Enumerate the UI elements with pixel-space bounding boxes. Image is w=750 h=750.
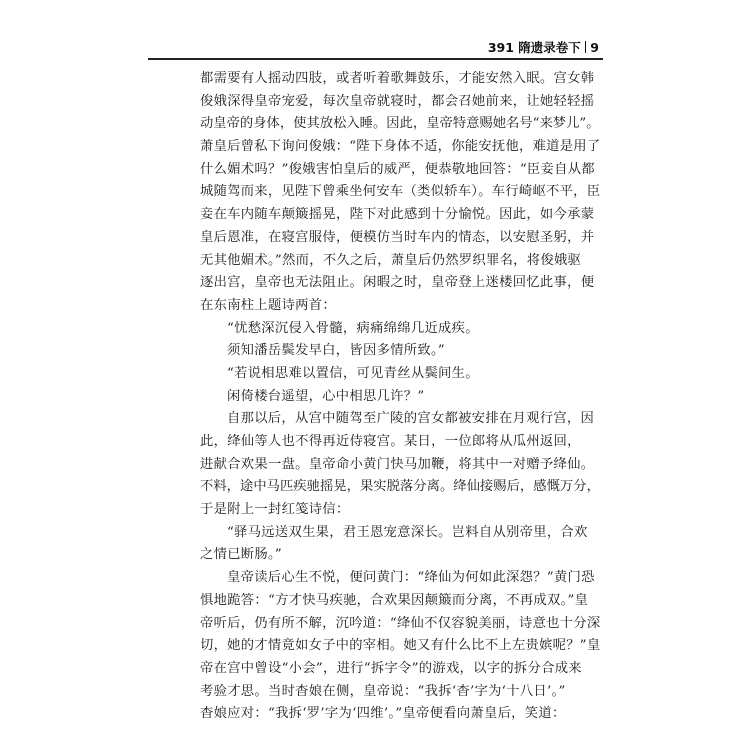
- header-separator: [585, 41, 587, 53]
- text-line: “驿马远送双生果，君王恩宠意深长。岂料自从别帝里，合欢: [227, 524, 588, 540]
- text-line: 什么媚术吗？”俊娥害怕皇后的威严，便恭敬地回答：“臣妾自从都: [200, 161, 595, 177]
- text-line: 无其他媚术。”然而，不久之后，萧皇后仍然罗织罪名，将俊娥驱: [200, 252, 582, 268]
- body-text: [200, 68, 600, 726]
- text-line: 萧皇后曾私下询问俊娥：“陛下身体不适，你能安抚他，难道是用了: [200, 139, 601, 155]
- text-line: 都需要有人摇动四肢，或者听着歌舞鼓乐，才能安然入眠。宫女韩: [200, 71, 595, 86]
- text-line: 皇帝读后心生不悦，便问黄门：“绛仙为何如此深怨？”黄门恐: [227, 570, 595, 586]
- header-book-title: 隋遗录卷下: [518, 40, 581, 55]
- text-line: 不料，途中马匹疾驰摇晃，果实脱落分离。绛仙接赐后，感慨万分，: [200, 479, 600, 495]
- text-line: 帝听后，仍有所不解，沉吟道：“绛仙不仅容貌美丽，诗意也十分深: [200, 615, 601, 631]
- text-line: 此，绛仙等人也不得再近侍寝宫。某日，一位郎将从瓜州返回，: [200, 434, 581, 449]
- text-line: 妾在车内随车颠簸摇晃，陛下对此感到十分愉悦。因此，如今承蒙: [200, 207, 595, 223]
- text-line: 惧地跪答：“方才快马疾驰，合欢果因颠簸而分离，不再成双。”皇: [200, 592, 589, 608]
- text-line: 之情已断肠。”: [200, 547, 283, 563]
- text-line: 闲倚楼台遥望，心中相思几许？”: [227, 388, 425, 404]
- text-line: 动皇帝的身体，使其放松入睡。因此，皇帝特意赐她名号“来梦儿”。: [200, 116, 600, 132]
- text-line: “忧愁深沉侵入骨髓，病痛绵绵几近成疾。: [227, 320, 479, 336]
- text-line: 于是附上一封红笺诗信：: [200, 502, 350, 518]
- text-line: 杳娘应对：“我拆‘罗’字为‘四维’。”皇帝便看向萧皇后，笑道：: [200, 706, 566, 722]
- text-line: 俊娥深得皇帝宠爱，每次皇帝就寝时，都会召她前来，让她轻轻摇: [200, 93, 595, 109]
- header-rule: [148, 58, 603, 60]
- text-line: 须知潘岳鬓发早白，皆因多情所致。”: [227, 343, 445, 359]
- header-page-number: 391: [487, 40, 514, 55]
- text-line: 逐出宫，皇帝也无法阻止。闲暇之时，皇帝登上迷楼回忆此事，便: [200, 275, 595, 291]
- text-line: 进献合欢果一盘。皇帝命小黄门快马加鞭，将其中一对赠予绛仙。: [200, 456, 595, 472]
- running-header: [488, 38, 599, 56]
- text-line: 考验才思。当时杳娘在侧，皇帝说：“我拆‘杳’字为‘十八日’。”: [200, 683, 566, 699]
- text-line: 城随驾而来，见陛下曾乘坐何安车（类似轿车）。车行崎岖不平，臣: [200, 184, 601, 200]
- text-line: 帝在宫中曾设“小会”，进行“拆字令”的游戏，以字的拆分合成来: [200, 660, 582, 676]
- header-folio: 9: [590, 40, 599, 55]
- text-line: 切，她的才情竟如女子中的宰相。她又有什么比不上左贵嫔呢？”皇: [200, 638, 601, 654]
- text-line: “若说相思难以置信，可见青丝从鬓间生。: [227, 365, 479, 381]
- text-line: 在东南柱上题诗两首：: [200, 297, 336, 313]
- text-line: 皇后恩准，在寝宫服侍，便模仿当时车内的情态，以安慰圣躬，并: [200, 229, 595, 245]
- text-line: 自那以后，从宫中随驾至广陵的宫女都被安排在月观行宫，因: [227, 411, 595, 427]
